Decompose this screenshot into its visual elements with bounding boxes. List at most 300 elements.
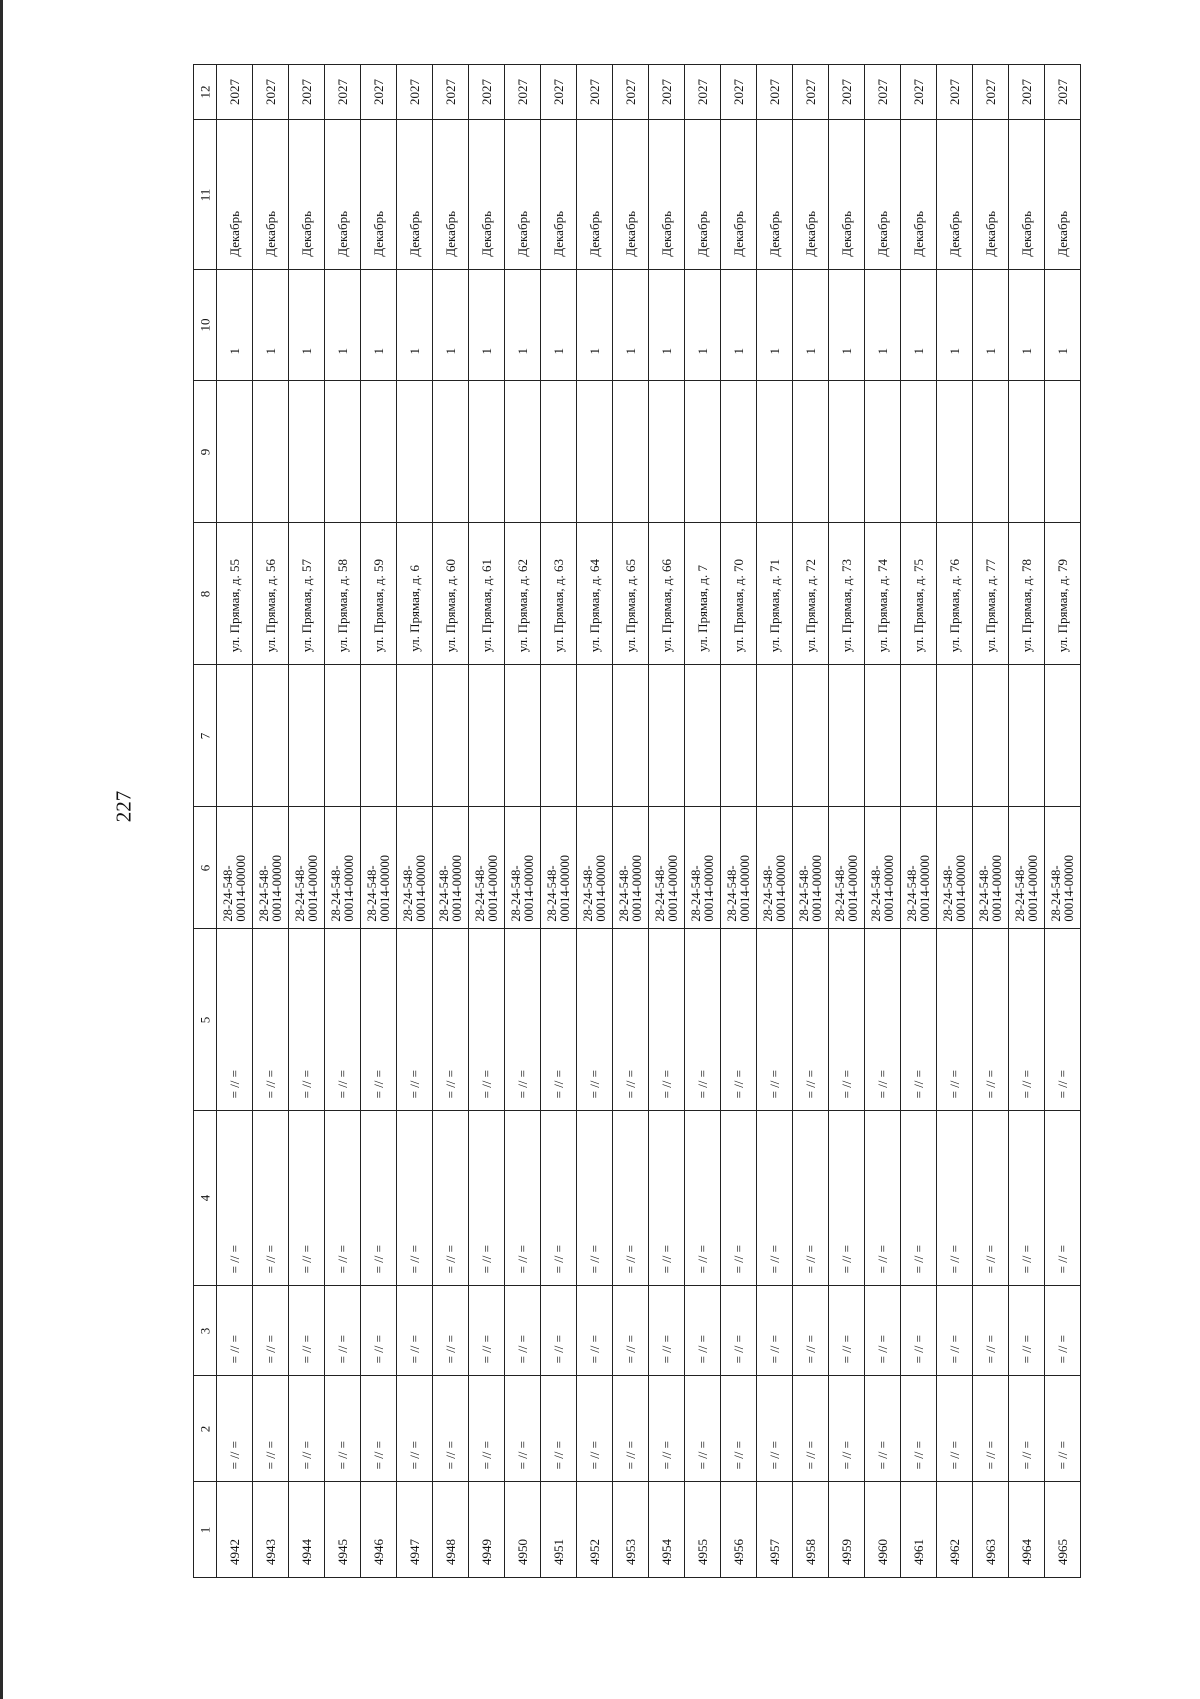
ditto-col-5 [937, 929, 973, 1111]
ditto-col-3 [721, 1286, 757, 1376]
code-line-1: 28-24-548- [868, 865, 883, 922]
ditto-col-2-text: = // = [910, 1440, 926, 1469]
quantity-cell-text: 1 [982, 347, 998, 354]
year-cell [469, 65, 505, 120]
month-cell-text: Декабрь [1054, 211, 1070, 257]
code-cell [541, 807, 577, 929]
ditto-col-2 [937, 1376, 973, 1482]
record-number [217, 1482, 253, 1578]
address-cell-text: ул. Прямая, д. 72 [802, 558, 818, 652]
ditto-col-2 [613, 1376, 649, 1482]
code-text [906, 855, 932, 922]
ditto-col-2 [1009, 1376, 1045, 1482]
ditto-col-3-text: = // = [478, 1334, 494, 1363]
ditto-col-3-text: = // = [370, 1334, 386, 1363]
code-cell [973, 807, 1009, 929]
month-cell-text: Декабрь [946, 211, 962, 257]
address-cell-text: ул. Прямая, д. 79 [1054, 558, 1070, 652]
column-header [194, 807, 217, 929]
month-cell [865, 120, 901, 270]
quantity-cell-text: 1 [478, 347, 494, 354]
address-cell-text: ул. Прямая, д. 66 [658, 558, 674, 652]
code-line-1: 28-24-548- [472, 865, 487, 922]
field-row-5 [194, 929, 1081, 1111]
record-number [973, 1482, 1009, 1578]
quantity-cell [973, 270, 1009, 381]
ditto-col-5 [361, 929, 397, 1111]
address-cell [973, 523, 1009, 665]
blank-col-9 [505, 381, 541, 523]
ditto-col-5 [685, 929, 721, 1111]
address-cell [865, 523, 901, 665]
record-number [613, 1482, 649, 1578]
ditto-col-2-text: = // = [586, 1440, 602, 1469]
ditto-col-3-text: = // = [586, 1334, 602, 1363]
record-number-text: 4959 [838, 1539, 854, 1565]
record-number-text: 4949 [478, 1539, 494, 1565]
year-cell [901, 65, 937, 120]
code-line-1: 28-24-548- [544, 865, 559, 922]
quantity-cell [361, 270, 397, 381]
code-line-1: 28-24-548- [652, 865, 667, 922]
address-cell [829, 523, 865, 665]
ditto-col-4 [613, 1111, 649, 1286]
month-cell-text: Декабрь [982, 211, 998, 257]
month-cell [613, 120, 649, 270]
address-cell [685, 523, 721, 665]
ditto-col-2-text: = // = [730, 1440, 746, 1469]
ditto-col-5 [433, 929, 469, 1111]
month-cell [577, 120, 613, 270]
ditto-col-4-text: = // = [766, 1244, 782, 1273]
ditto-col-2-text: = // = [622, 1440, 638, 1469]
blank-col-7 [901, 665, 937, 807]
address-cell-text: ул. Прямая, д. 59 [370, 558, 386, 652]
month-cell [325, 120, 361, 270]
blank-col-9 [649, 381, 685, 523]
field-row-4 [194, 1111, 1081, 1286]
column-header-label: 3 [197, 1327, 212, 1334]
code-cell [469, 807, 505, 929]
code-line-1: 28-24-548- [508, 865, 523, 922]
ditto-col-2 [793, 1376, 829, 1482]
ditto-col-2 [469, 1376, 505, 1482]
ditto-col-5 [577, 929, 613, 1111]
year-cell [937, 65, 973, 120]
column-header-label: 2 [197, 1425, 212, 1432]
ditto-col-2-text: = // = [694, 1440, 710, 1469]
year-cell-text: 2027 [730, 79, 746, 105]
ditto-col-2 [901, 1376, 937, 1482]
ditto-col-3 [649, 1286, 685, 1376]
code-cell [937, 807, 973, 929]
code-line-1: 28-24-548- [688, 865, 703, 922]
ditto-col-3 [397, 1286, 433, 1376]
ditto-col-4 [829, 1111, 865, 1286]
address-cell [793, 523, 829, 665]
month-cell-text: Декабрь [694, 211, 710, 257]
code-cell [901, 807, 937, 929]
ditto-col-3 [937, 1286, 973, 1376]
ditto-col-4-text: = // = [910, 1244, 926, 1273]
code-text [618, 855, 644, 922]
ditto-col-4-text: = // = [946, 1244, 962, 1273]
blank-col-7 [1009, 665, 1045, 807]
ditto-col-3-text: = // = [730, 1334, 746, 1363]
quantity-cell [757, 270, 793, 381]
address-cell [505, 523, 541, 665]
blank-col-9 [469, 381, 505, 523]
quantity-cell [937, 270, 973, 381]
quantity-cell-text: 1 [658, 347, 674, 354]
code-line-1: 28-24-548- [580, 865, 595, 922]
column-header [194, 1111, 217, 1286]
quantity-cell [901, 270, 937, 381]
address-cell [721, 523, 757, 665]
month-cell-text: Декабрь [550, 211, 566, 257]
address-cell-text: ул. Прямая, д. 76 [946, 558, 962, 652]
month-cell [361, 120, 397, 270]
record-number [829, 1482, 865, 1578]
ditto-col-4 [649, 1111, 685, 1286]
ditto-col-5-text: = // = [514, 1069, 530, 1098]
code-text [870, 855, 896, 922]
ditto-col-3 [901, 1286, 937, 1376]
record-number [901, 1482, 937, 1578]
quantity-cell [253, 270, 289, 381]
blank-col-7 [649, 665, 685, 807]
code-line-1: 28-24-548- [1048, 865, 1063, 922]
ditto-col-4 [289, 1111, 325, 1286]
code-text [222, 855, 248, 922]
code-text [942, 855, 968, 922]
ditto-col-2-text: = // = [406, 1440, 422, 1469]
month-cell-text: Декабрь [370, 211, 386, 257]
ditto-col-4-text: = // = [298, 1244, 314, 1273]
ditto-col-2 [865, 1376, 901, 1482]
address-cell [397, 523, 433, 665]
quantity-cell [433, 270, 469, 381]
ditto-col-4-text: = // = [694, 1244, 710, 1273]
code-cell [289, 807, 325, 929]
ditto-col-3-text: = // = [226, 1334, 242, 1363]
ditto-col-3-text: = // = [406, 1334, 422, 1363]
year-cell [757, 65, 793, 120]
ditto-col-4 [685, 1111, 721, 1286]
year-cell [217, 65, 253, 120]
code-line-1: 28-24-548- [760, 865, 775, 922]
year-cell-text: 2027 [766, 79, 782, 105]
month-cell-text: Декабрь [478, 211, 494, 257]
ditto-col-2 [973, 1376, 1009, 1482]
code-line-1: 28-24-548- [940, 865, 955, 922]
year-cell [325, 65, 361, 120]
quantity-cell-text: 1 [550, 347, 566, 354]
ditto-col-2-text: = // = [874, 1440, 890, 1469]
month-cell-text: Декабрь [658, 211, 674, 257]
ditto-col-5 [829, 929, 865, 1111]
code-line-1: 28-24-548- [400, 865, 415, 922]
ditto-col-5 [721, 929, 757, 1111]
year-cell-text: 2027 [442, 79, 458, 105]
code-line-2: 00014-00000 [377, 855, 392, 922]
blank-col-9 [577, 381, 613, 523]
ditto-col-4-text: = // = [226, 1244, 242, 1273]
code-cell [649, 807, 685, 929]
ditto-col-4 [721, 1111, 757, 1286]
blank-col-9 [433, 381, 469, 523]
month-cell-text: Декабрь [586, 211, 602, 257]
address-cell-text: ул. Прямая, д. 64 [586, 558, 602, 652]
ditto-col-4 [325, 1111, 361, 1286]
record-number [253, 1482, 289, 1578]
quantity-cell-text: 1 [586, 347, 602, 354]
record-number-text: 4951 [550, 1539, 566, 1565]
field-row-7 [194, 665, 1081, 807]
ditto-col-3 [1009, 1286, 1045, 1376]
ditto-col-5 [757, 929, 793, 1111]
ditto-col-4 [973, 1111, 1009, 1286]
code-line-2: 00014-00000 [305, 855, 320, 922]
column-header-label: 9 [197, 448, 212, 455]
ditto-col-3-text: = // = [838, 1334, 854, 1363]
code-cell [865, 807, 901, 929]
code-text [1014, 855, 1040, 922]
code-line-2: 00014-00000 [557, 855, 572, 922]
month-cell [685, 120, 721, 270]
code-text [726, 855, 752, 922]
code-cell [325, 807, 361, 929]
quantity-cell-text: 1 [406, 347, 422, 354]
blank-col-7 [685, 665, 721, 807]
ditto-col-5 [217, 929, 253, 1111]
code-text [294, 855, 320, 922]
ditto-col-2-text: = // = [1054, 1440, 1070, 1469]
code-line-2: 00014-00000 [593, 855, 608, 922]
year-cell [505, 65, 541, 120]
column-header [194, 1376, 217, 1482]
year-cell [289, 65, 325, 120]
year-cell-text: 2027 [514, 79, 530, 105]
year-cell [253, 65, 289, 120]
record-number-text: 4948 [442, 1539, 458, 1565]
record-number-text: 4942 [226, 1539, 242, 1565]
ditto-col-4 [1009, 1111, 1045, 1286]
month-cell [757, 120, 793, 270]
column-header-label: 7 [197, 732, 212, 739]
month-cell-text: Декабрь [622, 211, 638, 257]
quantity-cell-text: 1 [874, 347, 890, 354]
address-cell [757, 523, 793, 665]
ditto-col-4 [937, 1111, 973, 1286]
code-line-2: 00014-00000 [1061, 855, 1076, 922]
column-header [194, 120, 217, 270]
ditto-col-2-text: = // = [262, 1440, 278, 1469]
ditto-col-5 [253, 929, 289, 1111]
blank-col-7 [721, 665, 757, 807]
ditto-col-5 [973, 929, 1009, 1111]
code-cell [613, 807, 649, 929]
month-cell [649, 120, 685, 270]
record-number [469, 1482, 505, 1578]
month-cell [433, 120, 469, 270]
year-cell-text: 2027 [298, 79, 314, 105]
record-number [361, 1482, 397, 1578]
ditto-col-5-text: = // = [802, 1069, 818, 1098]
year-cell-text: 2027 [370, 79, 386, 105]
page-number: 227 [111, 790, 136, 823]
year-cell [1045, 65, 1081, 120]
record-number [397, 1482, 433, 1578]
quantity-cell-text: 1 [838, 347, 854, 354]
year-cell-text: 2027 [694, 79, 710, 105]
year-cell-text: 2027 [982, 79, 998, 105]
address-cell [289, 523, 325, 665]
quantity-cell-text: 1 [334, 347, 350, 354]
ditto-col-5-text: = // = [658, 1069, 674, 1098]
year-cell-text: 2027 [226, 79, 242, 105]
quantity-cell-text: 1 [226, 347, 242, 354]
quantity-cell [325, 270, 361, 381]
ditto-col-3-text: = // = [622, 1334, 638, 1363]
code-line-2: 00014-00000 [989, 855, 1004, 922]
ditto-col-2 [829, 1376, 865, 1482]
ditto-col-4 [865, 1111, 901, 1286]
ditto-col-5-text: = // = [1018, 1069, 1034, 1098]
ditto-col-5-text: = // = [370, 1069, 386, 1098]
blank-col-9 [397, 381, 433, 523]
ditto-col-3-text: = // = [982, 1334, 998, 1363]
ditto-col-2-text: = // = [946, 1440, 962, 1469]
record-number [937, 1482, 973, 1578]
month-cell [253, 120, 289, 270]
column-header [194, 665, 217, 807]
blank-col-9 [613, 381, 649, 523]
code-line-2: 00014-00000 [269, 855, 284, 922]
ditto-col-5 [541, 929, 577, 1111]
column-header-label: 8 [197, 590, 212, 597]
code-line-2: 00014-00000 [917, 855, 932, 922]
code-line-1: 28-24-548- [796, 865, 811, 922]
blank-col-9 [253, 381, 289, 523]
month-cell-text: Декабрь [766, 211, 782, 257]
record-number [1009, 1482, 1045, 1578]
code-line-2: 00014-00000 [413, 855, 428, 922]
code-line-2: 00014-00000 [521, 855, 536, 922]
ditto-col-2-text: = // = [226, 1440, 242, 1469]
ditto-col-4 [361, 1111, 397, 1286]
ditto-col-5 [793, 929, 829, 1111]
code-text [690, 855, 716, 922]
record-number [685, 1482, 721, 1578]
ditto-col-4-text: = // = [550, 1244, 566, 1273]
ditto-col-4-text: = // = [982, 1244, 998, 1273]
column-header-label: 1 [197, 1526, 212, 1533]
ditto-col-5 [289, 929, 325, 1111]
ditto-col-3 [469, 1286, 505, 1376]
address-cell-text: ул. Прямая, д. 77 [982, 558, 998, 652]
month-cell [541, 120, 577, 270]
ditto-col-2-text: = // = [478, 1440, 494, 1469]
code-cell [361, 807, 397, 929]
blank-col-7 [865, 665, 901, 807]
month-cell-text: Декабрь [406, 211, 422, 257]
year-cell [973, 65, 1009, 120]
month-cell-text: Декабрь [838, 211, 854, 257]
code-line-2: 00014-00000 [233, 855, 248, 922]
blank-col-7 [1045, 665, 1081, 807]
quantity-cell [793, 270, 829, 381]
address-cell [613, 523, 649, 665]
ditto-col-2-text: = // = [802, 1440, 818, 1469]
ditto-col-4-text: = // = [802, 1244, 818, 1273]
ditto-col-5 [901, 929, 937, 1111]
record-number-text: 4958 [802, 1539, 818, 1565]
quantity-cell [829, 270, 865, 381]
address-cell [577, 523, 613, 665]
register-table [193, 64, 1081, 1578]
ditto-col-3 [829, 1286, 865, 1376]
ditto-col-2-text: = // = [982, 1440, 998, 1469]
column-header-label: 6 [197, 864, 212, 871]
code-line-2: 00014-00000 [881, 855, 896, 922]
ditto-col-3 [505, 1286, 541, 1376]
address-cell [649, 523, 685, 665]
year-cell-text: 2027 [406, 79, 422, 105]
code-text [258, 855, 284, 922]
record-number-text: 4964 [1018, 1539, 1034, 1565]
ditto-col-2-text: = // = [658, 1440, 674, 1469]
code-line-2: 00014-00000 [773, 855, 788, 922]
month-cell [937, 120, 973, 270]
blank-col-7 [829, 665, 865, 807]
code-cell [685, 807, 721, 929]
blank-col-7 [541, 665, 577, 807]
quantity-cell-text: 1 [514, 347, 530, 354]
ditto-col-5-text: = // = [550, 1069, 566, 1098]
ditto-col-3 [289, 1286, 325, 1376]
month-cell [397, 120, 433, 270]
record-number [649, 1482, 685, 1578]
quantity-cell [685, 270, 721, 381]
code-text [546, 855, 572, 922]
year-cell-text: 2027 [550, 79, 566, 105]
ditto-col-5-text: = // = [874, 1069, 890, 1098]
column-header-label: 4 [197, 1194, 212, 1202]
blank-col-7 [253, 665, 289, 807]
address-cell-text: ул. Прямая, д. 58 [334, 558, 350, 652]
address-cell-text: ул. Прямая, д. 7 [694, 565, 710, 652]
ditto-col-5 [505, 929, 541, 1111]
address-cell-text: ул. Прямая, д. 62 [514, 558, 530, 652]
ditto-col-5 [397, 929, 433, 1111]
column-header [194, 1482, 217, 1578]
ditto-col-2-text: = // = [550, 1440, 566, 1469]
blank-col-7 [613, 665, 649, 807]
ditto-col-3 [433, 1286, 469, 1376]
record-number [541, 1482, 577, 1578]
code-line-1: 28-24-548- [328, 865, 343, 922]
blank-col-7 [505, 665, 541, 807]
column-header [194, 1286, 217, 1376]
ditto-col-4 [505, 1111, 541, 1286]
ditto-col-4-text: = // = [622, 1244, 638, 1273]
month-cell [469, 120, 505, 270]
ditto-col-2-text: = // = [1018, 1440, 1034, 1469]
code-text [402, 855, 428, 922]
month-cell [505, 120, 541, 270]
month-cell [793, 120, 829, 270]
